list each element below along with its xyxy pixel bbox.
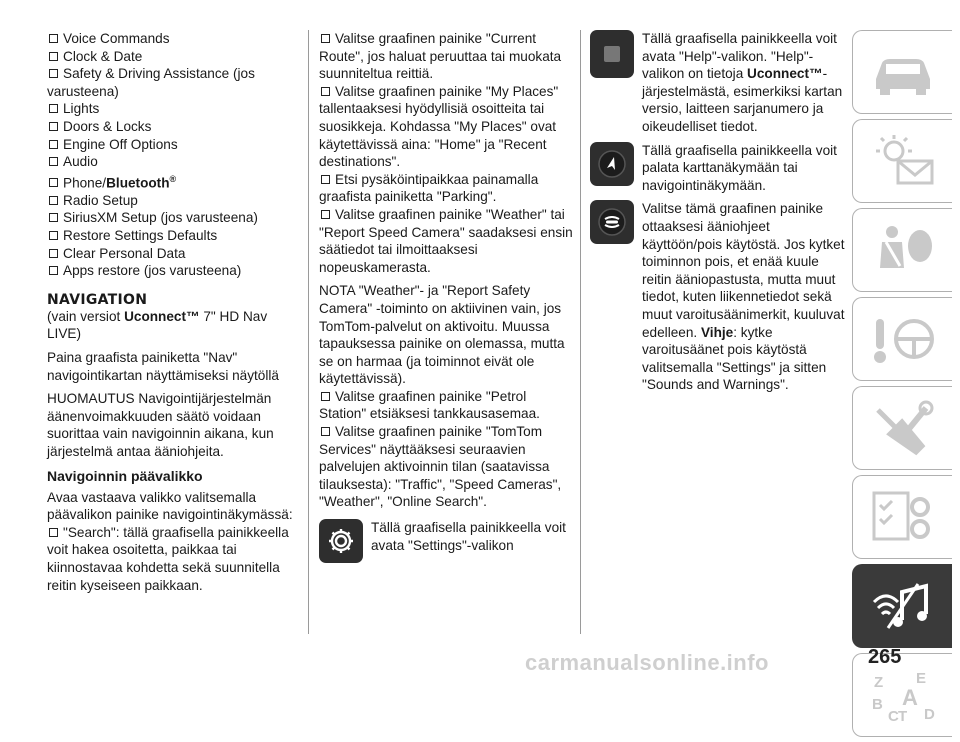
page-number: 265: [868, 646, 902, 668]
navigation-arrow-icon[interactable]: [590, 142, 634, 186]
checkbox-bullet-icon: [49, 231, 58, 240]
checkbox-bullet-icon: [49, 140, 58, 149]
tab-multimedia[interactable]: [852, 564, 952, 648]
tab-vehicle[interactable]: [852, 30, 952, 114]
chapter-tabs: [852, 30, 960, 742]
note-paragraph: NOTA "Weather"- ja "Report Safety Camera" -toiminto on aktiivinen vain, jos TomTom-palvelut on aktivoitu. Muussa tapauksessa painike on olemassa, mutta se on harmaa (ja toiminnot eivät ole käytettävissä).: [319, 283, 565, 387]
warning-lights-icon: [868, 133, 938, 189]
settings-description: Tällä graafisella painikkeella voit avata "Settings"-valikon: [371, 520, 566, 553]
list-item: Doors & Locks: [47, 118, 299, 136]
column-2: [319, 30, 575, 569]
checkbox-bullet-icon: [49, 196, 58, 205]
section-heading: NAVIGATION: [47, 291, 148, 308]
list-item: Etsi pysäköintipaikkaa painamalla graafista painiketta "Parking".: [319, 171, 539, 205]
checkbox-bullet-icon: [49, 52, 58, 61]
list-item: Apps restore (jos varusteena): [47, 262, 299, 280]
paragraph: Paina graafista painiketta "Nav" navigointikartan näyttämiseksi näytöllä: [47, 350, 279, 383]
checkbox-bullet-icon: [49, 104, 58, 113]
voice-description: Valitse tämä graafinen painike ottaaksesi ääniohjeet käyttöön/pois käytöstä. Jos kytket toiminnon pois, et enää kuule reitin ääniopastusta, mutta muut tiedot, kuten liikennetiedot sekä muut varoitusäänimerkit, kuuluvat edelleen. Vihje: kytke varoitusäänet pois käytöstä valitsemalla "Settings" ja sitten "Sounds and Warnings".: [642, 201, 845, 393]
list-item: Valitse graafinen painike "My Places" tallentaaksesi hyödyllisiä osoitteita tai suosikkeja. Kohdassa "My Places" ovat käytettävissä aina: "Home" ja "Recent destinations".: [319, 83, 559, 170]
tab-maintenance[interactable]: [852, 475, 952, 559]
checkbox-bullet-icon: [49, 69, 58, 78]
checkbox-bullet-icon: [49, 213, 58, 222]
map-description: Tällä graafisella painikkeella voit palata karttanäkymään tai navigointinäkymään.: [642, 142, 837, 193]
checkbox-bullet-icon: [321, 175, 330, 184]
checkbox-bullet-icon: [321, 392, 330, 401]
checkbox-bullet-icon: [49, 178, 58, 187]
list-item: Voice Commands: [47, 30, 299, 48]
sub-heading: Navigoinnin päävalikko: [47, 467, 203, 484]
svg-text:C: C: [887, 708, 899, 723]
column-divider: [580, 30, 581, 634]
column-1: [47, 30, 299, 594]
checkbox-bullet-icon: [321, 427, 330, 436]
column-divider: [308, 30, 309, 634]
checkbox-bullet-icon: [321, 210, 330, 219]
list-item: Radio Setup: [47, 192, 299, 210]
svg-text:D: D: [923, 706, 935, 723]
tools-icon: [868, 400, 938, 456]
checkbox-bullet-icon: [49, 157, 58, 166]
help-description: Tällä graafisella painikkeella voit avata "Help"-valikon. "Help"-valikon on tietoja Uconnect™-järjestelmästä, esimerkiksi kartan versio, laitteen sarjanumero ja oikeudelliset tiedot.: [642, 31, 843, 134]
list-item: Valitse graafinen painike "Current Route", jos haluat peruuttaa tai muokata suunniteltua reittiä.: [319, 31, 562, 82]
steering-key-icon: [868, 311, 938, 367]
seatbelt-airbag-icon: [868, 222, 938, 278]
paragraph: Avaa vastaava valikko valitsemalla päävalikon painike navigointinäkymässä:: [47, 489, 293, 523]
svg-text:Z: Z: [873, 674, 883, 691]
checkbox-bullet-icon: [321, 34, 330, 43]
tab-warning-lights[interactable]: [852, 119, 952, 203]
svg-text:A: A: [901, 685, 918, 710]
watermark: carmanualsonline.info: [525, 650, 769, 675]
voice-guidance-icon[interactable]: [590, 200, 634, 244]
list-item: Audio: [47, 153, 299, 171]
checkbox-bullet-icon: [321, 87, 330, 96]
help-row: [590, 30, 846, 136]
help-icon[interactable]: [590, 30, 634, 78]
list-item: Safety & Driving Assistance (jos varusteena): [47, 66, 255, 99]
checkbox-bullet-icon: [49, 528, 58, 537]
list-item: Valitse graafinen painike "Petrol Station" etsiäksesi tankkausasemaa.: [319, 388, 540, 422]
svg-text:E: E: [915, 670, 926, 687]
list-item: Clock & Date: [47, 48, 299, 66]
car-icon: [868, 47, 938, 97]
list-item: Phone/Bluetooth®: [47, 171, 299, 192]
checkbox-bullet-icon: [49, 266, 58, 275]
map-row: [590, 142, 846, 195]
list-item: Valitse graafinen painike "Weather" tai "Report Speed Camera" saadaksesi ensin säätiedot tai ilmoittaaksesi nopeuskamerasta.: [319, 206, 573, 275]
list-item: Engine Off Options: [47, 136, 299, 154]
checkbox-bullet-icon: [49, 249, 58, 258]
checkbox-bullet-icon: [49, 34, 58, 43]
list-item: Valitse graafinen painike "TomTom Services" näyttääksesi seuraavien palvelujen aktivoinnin tilan (saatavissa tilauksesta): "Traffic", "Speed Cameras", "Weather", "Online Search".: [319, 424, 562, 510]
settings-gear-icon[interactable]: [319, 519, 363, 563]
tab-index[interactable]: [852, 653, 952, 737]
index-letters-icon: [868, 667, 938, 723]
voice-row: [590, 200, 846, 394]
settings-row: [319, 519, 575, 563]
list-item: Lights: [47, 100, 299, 118]
list-item: Restore Settings Defaults: [47, 227, 299, 245]
paragraph: HUOMAUTUS Navigointijärjestelmän äänenvoimakkuuden säätö voidaan suorittaa vain navigoinnin aikana, kun järjestelmä antaa ääniohjeita.: [47, 391, 274, 459]
svg-text:B: B: [871, 696, 883, 713]
list-item: Clear Personal Data: [47, 245, 299, 263]
list-item: "Search": tällä graafisella painikkeella voit hakea osoitetta, paikkaa tai kiinnostavaa kohdetta sekä suunnitella reitin kyseiseen paikkaan.: [47, 524, 289, 593]
list-item: SiriusXM Setup (jos varusteena): [47, 209, 299, 227]
tab-starting-driving[interactable]: [852, 297, 952, 381]
version-note: (vain versiot Uconnect™ 7" HD Nav LIVE): [47, 308, 268, 342]
tab-safety[interactable]: [852, 208, 952, 292]
checkbox-bullet-icon: [49, 122, 58, 131]
svg-text:T: T: [897, 708, 907, 723]
checklist-gears-icon: [868, 489, 938, 545]
tab-emergency[interactable]: [852, 386, 952, 470]
multimedia-icon: [868, 578, 938, 634]
column-3: [590, 30, 846, 400]
